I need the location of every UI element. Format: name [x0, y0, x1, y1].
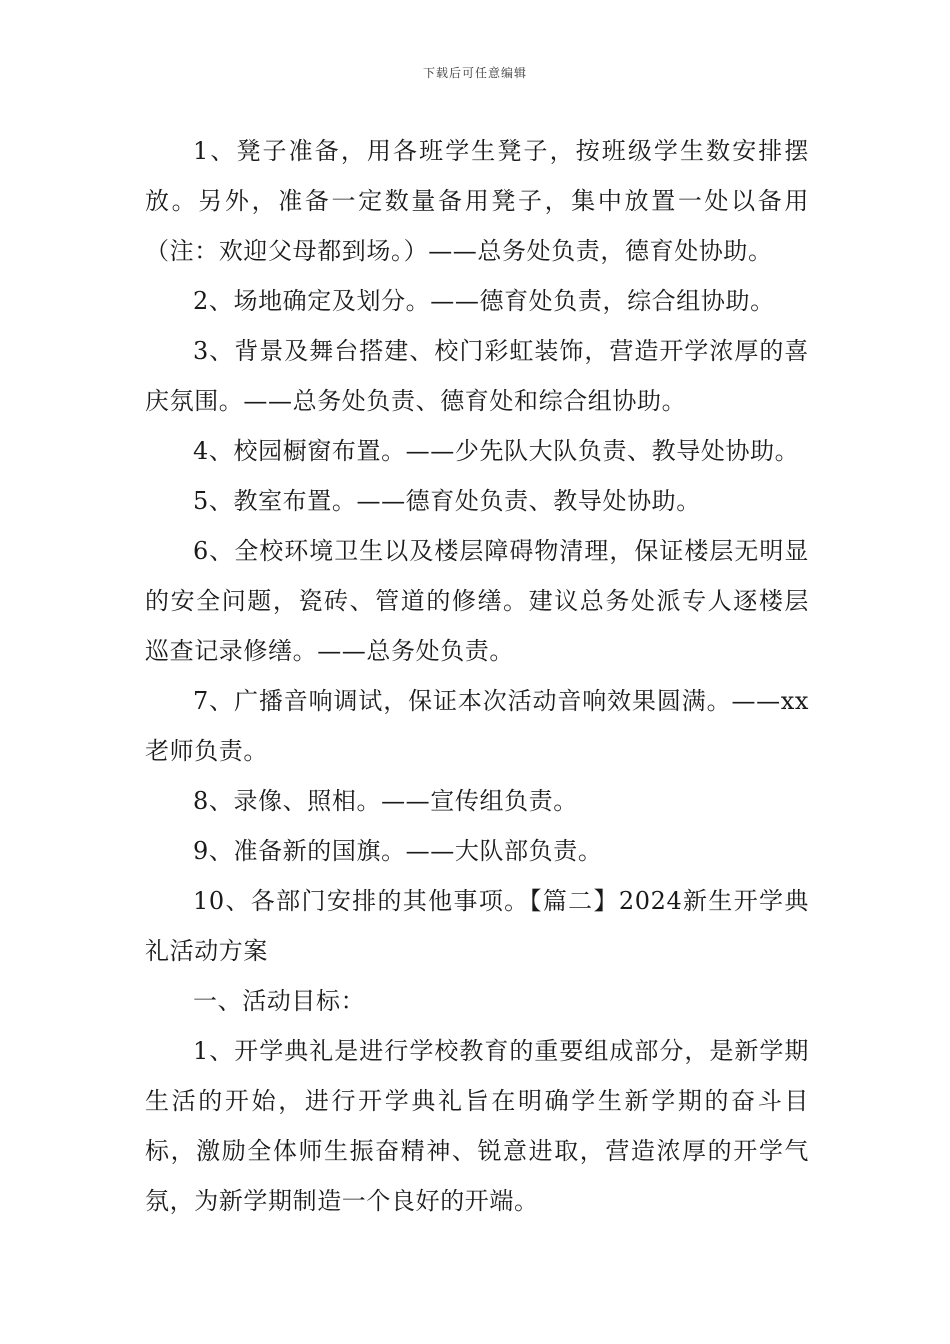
paragraph-7: 7、广播音响调试，保证本次活动音响效果圆满。——xx老师负责。	[145, 687, 809, 765]
paragraph-9: 9、准备新的国旗。——大队部负责。	[193, 837, 603, 865]
paragraph-1: 1、凳子准备，用各班学生凳子，按班级学生数安排摆放。另外，准备一定数量备用凳子，集中放置一处以备用（注：欢迎父母都到场。）——总务处负责，德育处协助。	[145, 137, 809, 265]
document-body	[145, 126, 809, 1226]
paragraph-2: 2、场地确定及划分。——德育处负责，综合组协助。	[193, 287, 775, 315]
paragraph-6: 6、全校环境卫生以及楼层障碍物清理，保证楼层无明显的安全问题，瓷砖、管道的修缮。建议总务处派专人逐楼层巡查记录修缮。——总务处负责。	[145, 537, 809, 665]
page-header: 下载后可任意编辑	[422, 66, 527, 80]
paragraph-goal-1: 1、开学典礼是进行学校教育的重要组成部分，是新学期生活的开始，进行开学典礼旨在明确学生新学期的奋斗目标，激励全体师生振奋精神、锐意进取，营造浓厚的开学气氛，为新学期制造一个良好的开端。	[145, 1037, 809, 1215]
paragraph-5: 5、教室布置。——德育处负责、教导处协助。	[193, 487, 701, 515]
paragraph-3: 3、背景及舞台搭建、校门彩虹装饰，营造开学浓厚的喜庆氛围。——总务处负责、德育处和综合组协助。	[145, 337, 809, 415]
paragraph-8: 8、录像、照相。——宣传组负责。	[193, 787, 578, 815]
section-heading-activity-goals: 一、活动目标：	[193, 987, 366, 1015]
paragraph-4: 4、校园橱窗布置。——少先队大队负责、教导处协助。	[193, 437, 800, 465]
paragraph-10: 10、各部门安排的其他事项。【篇二】2024新生开学典礼活动方案	[145, 887, 809, 965]
